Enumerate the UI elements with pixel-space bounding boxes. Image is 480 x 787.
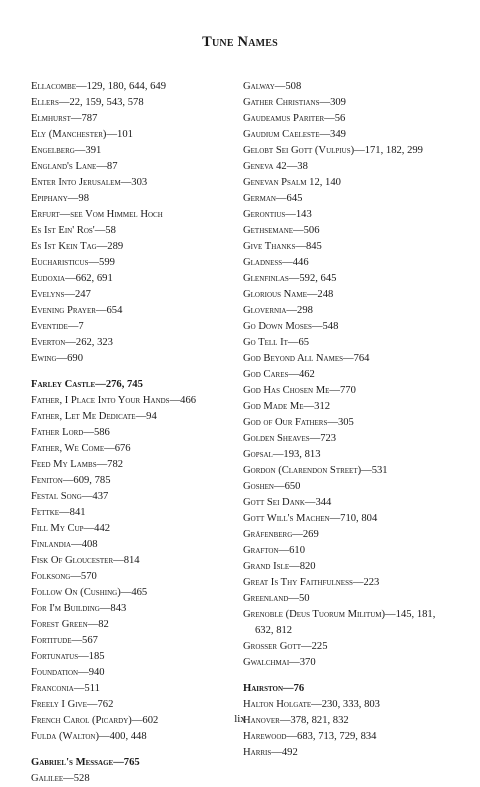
index-entry: Fisk Of Gloucester—814 — [31, 555, 140, 566]
index-entry: Father, We Come—676 — [31, 443, 131, 454]
index-entry: Gaudium Caeleste—349 — [243, 129, 346, 140]
index-entry: Galway—508 — [243, 81, 302, 92]
index-entry: Es Ist Kein Tag—289 — [31, 241, 124, 252]
index-entry: Greenland—50 — [243, 593, 310, 604]
index-entry: Gerontius—143 — [243, 209, 312, 220]
index-entry: God of Our Fathers—305 — [243, 417, 354, 428]
index-entry: Gelobt Sei Gott (Vulpius)—171, 182, 299 — [243, 145, 423, 156]
index-entry: Grafton—610 — [243, 545, 306, 556]
index-entry: Foundation—940 — [31, 667, 105, 678]
index-column-right — [243, 79, 439, 761]
index-entry: Festal Song—437 — [31, 491, 109, 502]
index-entry: Feniton—609, 785 — [31, 475, 111, 486]
index-entry: Golden Sheaves—723 — [243, 433, 337, 444]
index-entry: Glovernia—298 — [243, 305, 313, 316]
index-entry: Harewood—683, 713, 729, 834 — [243, 731, 377, 742]
index-entry: Grand Isle—820 — [243, 561, 316, 572]
index-entry: Gräfenberg—269 — [243, 529, 319, 540]
index-entry: Gott Will's Machen—710, 804 — [243, 513, 378, 524]
index-entry: Go Tell It—65 — [243, 337, 310, 348]
index-entry: Elmhurst—787 — [31, 113, 98, 124]
index-entry: Es Ist Ein' Ros'—58 — [31, 225, 116, 236]
index-entry: Ellacombe—129, 180, 644, 649 — [31, 81, 167, 92]
page-number: lix — [234, 713, 246, 725]
index-entry: Eucharisticus—599 — [31, 257, 115, 268]
index-entry: Eudoxia—662, 691 — [31, 273, 113, 284]
index-entry: Gather Christians—309 — [243, 97, 346, 108]
index-entry: French Carol (Picardy)—602 — [31, 715, 159, 726]
index-entry: Evelyns—247 — [31, 289, 91, 300]
index-entry: Forest Green—82 — [31, 619, 109, 630]
index-entry: God Made Me—312 — [243, 401, 331, 412]
index-entry: Grosser Gott—225 — [243, 641, 328, 652]
page-title: Tune Names — [202, 34, 278, 50]
index-entry: Hanover—378, 821, 832 — [243, 715, 349, 726]
index-entry: Go Down Moses—548 — [243, 321, 339, 332]
index-entry: Epiphany—98 — [31, 193, 89, 204]
index-entry: Father, I Place Into Your Hands—466 — [31, 395, 197, 406]
index-entry: Erfurt—see Vom Himmel Hoch — [31, 209, 163, 220]
index-entry: Gladness—446 — [243, 257, 309, 268]
index-entry: Farley Castle—276, 745 — [31, 379, 143, 390]
index-entry: German—645 — [243, 193, 303, 204]
index-entry: God Has Chosen Me—770 — [243, 385, 356, 396]
index-entry: Hairston—76 — [243, 683, 305, 694]
index-entry: Geneva 42—38 — [243, 161, 308, 172]
index-entry: Gott Sei Dank—344 — [243, 497, 332, 508]
index-entry: Gabriel's Message—765 — [31, 757, 140, 768]
index-entry: Enter Into Jerusalem—303 — [31, 177, 148, 188]
index-entry: Feed My Lambs—782 — [31, 459, 124, 470]
index-entry: Father Lord—586 — [31, 427, 110, 438]
index-entry: Everton—262, 323 — [31, 337, 113, 348]
index-entry: Genevan Psalm 12, 140 — [243, 177, 341, 188]
index-entry: Ewing—690 — [31, 353, 84, 364]
index-entry: Folksong—570 — [31, 571, 97, 582]
index-entry: Eventide—7 — [31, 321, 84, 332]
index-entry: For I'm Building—843 — [31, 603, 127, 614]
index-entry: Gordon (Clarendon Street)—531 — [243, 465, 388, 476]
index-entry: Harris—492 — [243, 747, 298, 758]
index-entry: Halton Holgate—230, 333, 803 — [243, 699, 380, 710]
index-entry: Give Thanks—845 — [243, 241, 322, 252]
index-entry: Father, Let Me Dedicate—94 — [31, 411, 157, 422]
index-entry: Glenfinlas—592, 645 — [243, 273, 337, 284]
index-entry: Fulda (Walton)—400, 448 — [31, 731, 147, 742]
index-entry: Follow On (Cushing)—465 — [31, 587, 148, 598]
index-entry: Gwalchmai—370 — [243, 657, 316, 668]
index-entry: Fettke—841 — [31, 507, 86, 518]
index-column-left — [31, 79, 227, 787]
index-entry: Fill My Cup—442 — [31, 523, 111, 534]
index-entry: Gaudeamus Pariter—56 — [243, 113, 346, 124]
index-entry: Goshen—650 — [243, 481, 301, 492]
index-entry: Great Is Thy Faithfulness—223 — [243, 577, 380, 588]
index-entry: Evening Prayer—654 — [31, 305, 123, 316]
index-entry: Galilee—528 — [31, 773, 90, 784]
index-entry: Gethsemane—506 — [243, 225, 320, 236]
index-entry: Finlandia—408 — [31, 539, 98, 550]
index-entry: Ely (Manchester)—101 — [31, 129, 133, 140]
index-entry: Franconia—511 — [31, 683, 100, 694]
index-entry: Gopsal—193, 813 — [243, 449, 321, 460]
index-entry: England's Lane—87 — [31, 161, 118, 172]
index-entry: Engelberg—391 — [31, 145, 102, 156]
index-entry: Freely I Give—762 — [31, 699, 114, 710]
index-entry: Ellers—22, 159, 543, 578 — [31, 97, 144, 108]
index-entry: Fortitude—567 — [31, 635, 98, 646]
index-entry: God Cares—462 — [243, 369, 315, 380]
index-entry: Glorious Name—248 — [243, 289, 334, 300]
index-entry: God Beyond All Names—764 — [243, 353, 370, 364]
index-entry: Grenoble (Deus Tuorum Militum)—145, 181, 632, 812 — [243, 609, 436, 636]
index-entry: Fortunatus—185 — [31, 651, 105, 662]
